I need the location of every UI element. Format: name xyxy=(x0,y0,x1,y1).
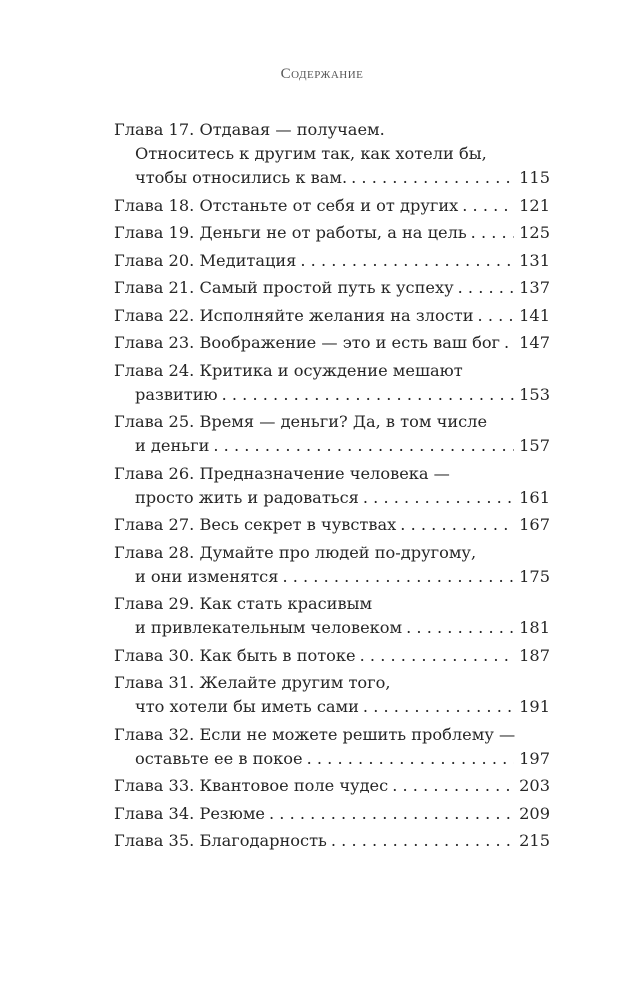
toc-page-number: 121 xyxy=(519,195,550,215)
toc-page-number: 215 xyxy=(519,831,550,850)
dot-leader xyxy=(269,802,514,826)
toc-entry-title-line xyxy=(114,221,550,245)
toc-entry[interactable] xyxy=(114,221,550,245)
toc-entry-text: Глава 23. Воображение — это и есть ваш бог xyxy=(114,333,501,352)
toc-entry-title-line xyxy=(114,359,550,383)
dot-leader xyxy=(458,276,514,300)
toc-page-number: 167 xyxy=(519,515,550,534)
toc-entry-text: Глава 27. Весь секрет в чувствах xyxy=(114,515,397,534)
dot-leader xyxy=(504,331,514,355)
dot-leader xyxy=(406,616,514,640)
toc-entry-title-line xyxy=(114,194,550,218)
toc-entry-title-line xyxy=(114,462,550,486)
toc-entry-text: развитию xyxy=(135,384,218,404)
toc-entry[interactable] xyxy=(114,249,550,273)
toc-entry[interactable] xyxy=(114,802,550,826)
dot-leader xyxy=(222,383,515,407)
dot-leader xyxy=(351,166,514,190)
dot-leader xyxy=(213,434,514,458)
toc-page-number: 115 xyxy=(519,168,550,187)
toc-entry-text: Глава 19. Деньги не от работы, а на цель xyxy=(114,223,467,242)
toc-page-number: 197 xyxy=(519,748,550,768)
toc-entry-continuation-line xyxy=(114,616,550,640)
toc-page-number: 147 xyxy=(519,333,550,352)
dot-leader xyxy=(471,221,514,245)
toc-page-number: 131 xyxy=(519,250,550,270)
toc-entry-text: и они изменятся xyxy=(135,566,279,586)
dot-leader xyxy=(282,565,514,589)
toc-entry[interactable] xyxy=(114,194,550,218)
toc-entry-continuation-line xyxy=(114,695,550,719)
toc-entry[interactable] xyxy=(114,671,550,719)
toc-page-number: 153 xyxy=(519,384,550,404)
dot-leader xyxy=(307,747,515,771)
toc-entry-continuation-line xyxy=(114,565,550,589)
toc-entry-title-line xyxy=(114,723,550,747)
toc-entry-title-line xyxy=(114,774,550,798)
toc-entry-text: Глава 31. Желайте другим того, xyxy=(114,673,391,692)
toc-entry-title-line xyxy=(114,276,550,300)
toc-entry-text: Глава 33. Квантовое поле чудес xyxy=(114,776,389,795)
toc-entry-text: Глава 18. Отстаньте от себя и от других xyxy=(114,195,459,215)
toc-entry-title-line xyxy=(114,331,550,355)
toc-page-number: 203 xyxy=(519,776,550,795)
toc-entry-text: просто жить и радоваться xyxy=(135,487,359,507)
toc-page-number: 191 xyxy=(519,697,550,716)
toc-entry[interactable] xyxy=(114,359,550,407)
toc-entry-continuation-line xyxy=(114,747,550,771)
toc-entry[interactable] xyxy=(114,118,550,190)
toc-entry-continuation-line xyxy=(114,434,550,458)
toc-page-number: 137 xyxy=(519,278,550,297)
toc-entry[interactable] xyxy=(114,410,550,458)
toc-entry-text: что хотели бы иметь сами xyxy=(135,697,359,716)
toc-entry[interactable] xyxy=(114,462,550,510)
toc-entry-title-line xyxy=(114,513,550,537)
toc-entry-continuation-line xyxy=(114,383,550,407)
toc-page-number: 209 xyxy=(519,803,550,823)
toc-entry-text: Глава 32. Если не можете решить проблему — xyxy=(114,724,516,744)
toc-entry-title-line xyxy=(114,249,550,273)
toc-entry-continuation-line xyxy=(114,142,550,166)
toc-entry-text: Глава 24. Критика и осуждение мешают xyxy=(114,360,463,380)
toc-entry-text: Глава 17. Отдавая — получаем. xyxy=(114,120,385,139)
toc-entry-text: Глава 25. Время — деньги? Да, в том числе xyxy=(114,412,488,431)
toc-page-number: 161 xyxy=(519,487,550,507)
toc-entry[interactable] xyxy=(114,644,550,668)
toc-entry-text: Глава 29. Как стать красивым xyxy=(114,594,373,613)
running-head: Содержание xyxy=(280,66,364,82)
toc-entry-text: оставьте ее в покое xyxy=(135,748,303,768)
toc-page-number: 175 xyxy=(519,566,550,586)
toc-page-number: 157 xyxy=(519,436,550,455)
dot-leader xyxy=(363,486,514,510)
toc-entry-title-line xyxy=(114,802,550,826)
table-of-contents xyxy=(114,118,550,857)
toc-entry-text: Глава 28. Думайте про людей по-другому, xyxy=(114,542,477,562)
toc-entry[interactable] xyxy=(114,541,550,589)
toc-entry-title-line xyxy=(114,118,550,142)
toc-page-number: 187 xyxy=(519,645,550,665)
toc-entry[interactable] xyxy=(114,829,550,853)
toc-entry-continuation-line xyxy=(114,486,550,510)
dot-leader xyxy=(360,644,514,668)
toc-entry-text: Глава 35. Благодарность xyxy=(114,831,327,850)
toc-entry-title-line xyxy=(114,410,550,434)
toc-entry-title-line xyxy=(114,644,550,668)
dot-leader xyxy=(363,695,514,719)
dot-leader xyxy=(331,829,514,853)
dot-leader xyxy=(462,194,514,218)
toc-entry-text: Глава 34. Резюме xyxy=(114,803,266,823)
toc-entry-text: Глава 26. Предназначение человека — xyxy=(114,463,450,483)
dot-leader xyxy=(392,774,514,798)
toc-entry-continuation-line xyxy=(114,166,550,190)
toc-entry-title-line xyxy=(114,829,550,853)
toc-page-number: 125 xyxy=(519,223,550,242)
toc-entry-text: Глава 21. Самый простой путь к успеху xyxy=(114,278,454,297)
toc-entry-text: и деньги xyxy=(135,436,210,455)
toc-entry[interactable] xyxy=(114,276,550,300)
toc-entry[interactable] xyxy=(114,723,550,771)
toc-page-number: 141 xyxy=(519,305,550,325)
dot-leader xyxy=(400,513,514,537)
toc-entry-text: и привлекательным человеком xyxy=(135,618,403,637)
toc-entry-text: Глава 20. Медитация xyxy=(114,250,297,270)
toc-entry-text: Глава 22. Исполняйте желания на злости xyxy=(114,305,474,325)
toc-entry[interactable] xyxy=(114,774,550,798)
toc-entry-text: Глава 30. Как быть в потоке xyxy=(114,645,356,665)
dot-leader xyxy=(478,304,515,328)
toc-entry[interactable] xyxy=(114,331,550,355)
toc-entry[interactable] xyxy=(114,592,550,640)
toc-entry[interactable] xyxy=(114,304,550,328)
toc-page-number: 181 xyxy=(519,618,550,637)
toc-entry-text: Относитесь к другим так, как хотели бы, xyxy=(135,144,487,163)
toc-entry-title-line xyxy=(114,592,550,616)
toc-entry-text: чтобы относились к вам. xyxy=(135,168,348,187)
toc-entry-title-line xyxy=(114,541,550,565)
dot-leader xyxy=(300,249,514,273)
toc-entry-title-line xyxy=(114,671,550,695)
toc-entry[interactable] xyxy=(114,513,550,537)
toc-entry-title-line xyxy=(114,304,550,328)
